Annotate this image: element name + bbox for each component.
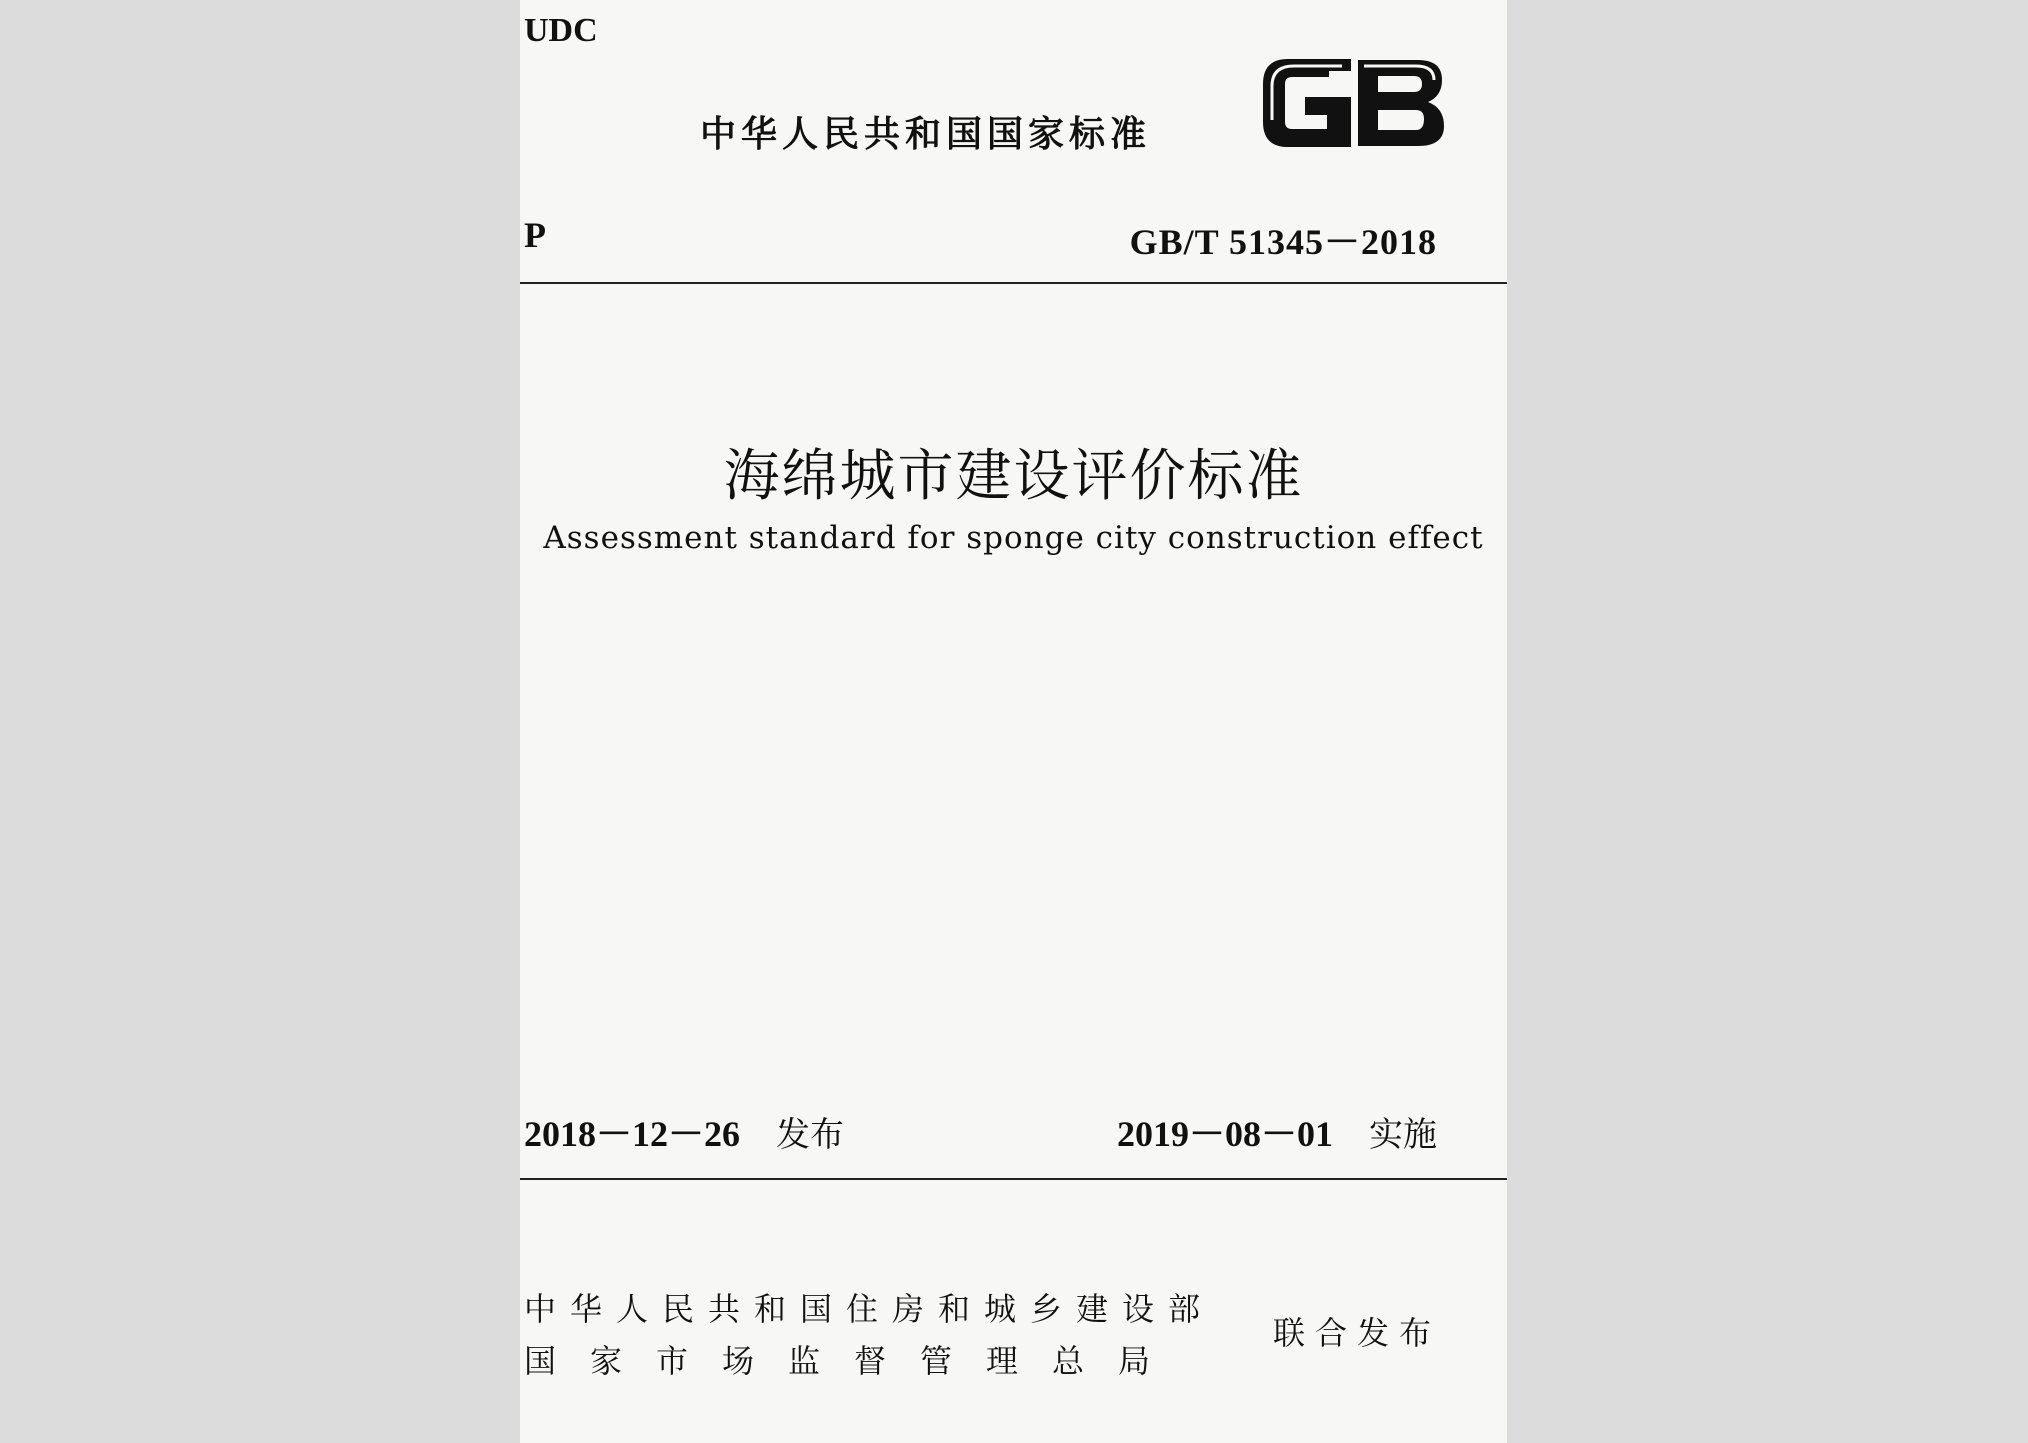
gb-logo-icon — [1258, 52, 1448, 152]
implement-date-block — [1117, 1106, 1437, 1157]
issue-date-block — [524, 1106, 844, 1157]
implement-label: 实施 — [1369, 1115, 1437, 1155]
title-english: Assessment standard for sponge city construction effect — [543, 520, 1484, 556]
publisher-line-2: 国家市场监督管理总局 — [524, 1342, 1185, 1380]
implement-date: 2019－08－01 — [1116, 1114, 1333, 1154]
header-title: 中华人民共和国国家标准 — [700, 114, 1152, 155]
publisher-line-1: 中华人民共和国住房和城乡建设部 — [524, 1290, 1215, 1328]
issue-label: 发布 — [776, 1115, 845, 1155]
top-divider — [520, 282, 1507, 284]
title-chinese: 海绵城市建设评价标准 — [723, 444, 1304, 509]
classification-code: P — [524, 215, 546, 255]
cover-page — [520, 0, 1507, 1443]
bottom-divider — [520, 1178, 1507, 1180]
joint-publish-label: 联合发布 — [1272, 1314, 1441, 1352]
issue-date: 2018－12－26 — [524, 1114, 741, 1154]
standard-number: GB/T 51345－2018 — [1129, 222, 1437, 262]
udc-label: UDC — [524, 12, 598, 49]
